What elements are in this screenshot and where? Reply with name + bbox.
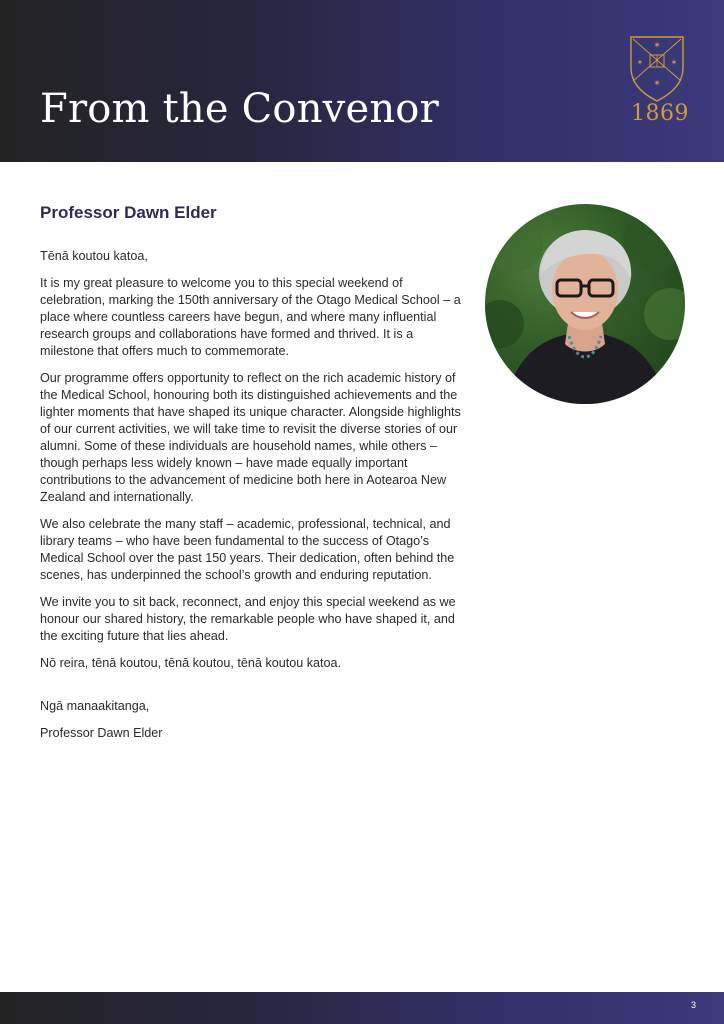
page-header-banner [0, 0, 724, 162]
paragraph: We also celebrate the many staff – academic, professional, technical, and library teams – who have been fundamental to the success of Otago’s Medical School over the past 150 years. Their dedication, often behind the scenes, has underpinned the school’s growth and enduring reputation. [40, 517, 455, 582]
article-body [40, 248, 465, 752]
signature: Professor Dawn Elder [40, 726, 163, 740]
signoff: Ngā manaakitanga, [40, 699, 150, 713]
author-portrait-photo [485, 204, 685, 404]
portrait-illustration [485, 204, 685, 404]
page-title: From the Convenor [40, 86, 439, 132]
paragraph: Our programme offers opportunity to reflect on the rich academic history of the Medical School, honouring both its distinguished achievements and the lighter moments that have shaped its unique character. Alongside highlights of our current activities, we will take time to revisit the diverse stories of our alumni. Some of these individuals are household names, while others – though perhaps less widely known – have made equally important contributions to the advancement of medicine both here in Aotearoa New Zealand and internationally. [40, 371, 461, 504]
svg-text:✶: ✶ [653, 41, 661, 51]
greeting: Tēnā koutou katoa, [40, 249, 148, 263]
paragraph: Nō reira, tēnā koutou, tēnā koutou, tēnā koutou katoa. [40, 656, 342, 670]
page-footer-banner [0, 992, 724, 1024]
author-heading: Professor Dawn Elder [40, 203, 217, 222]
svg-text:✶: ✶ [653, 79, 661, 89]
paragraph: We invite you to sit back, reconnect, and enjoy this special weekend as we honour our shared history, the remarkable people who have shaped it, and the exciting future that lies ahead. [40, 595, 456, 643]
page-number: 3 [690, 1000, 696, 1010]
paragraph: It is my great pleasure to welcome you to this special weekend of celebration, marking the 150th anniversary of the Otago Medical School – a place where countless careers have begun, and where many influential research groups and collaborations have formed and thrived. It is a milestone that offers much to commemorate. [40, 276, 461, 358]
svg-text:✶: ✶ [636, 58, 644, 67]
svg-text:✶: ✶ [670, 58, 678, 67]
university-crest-icon [627, 34, 687, 104]
crest-year: 1869 [631, 101, 689, 126]
